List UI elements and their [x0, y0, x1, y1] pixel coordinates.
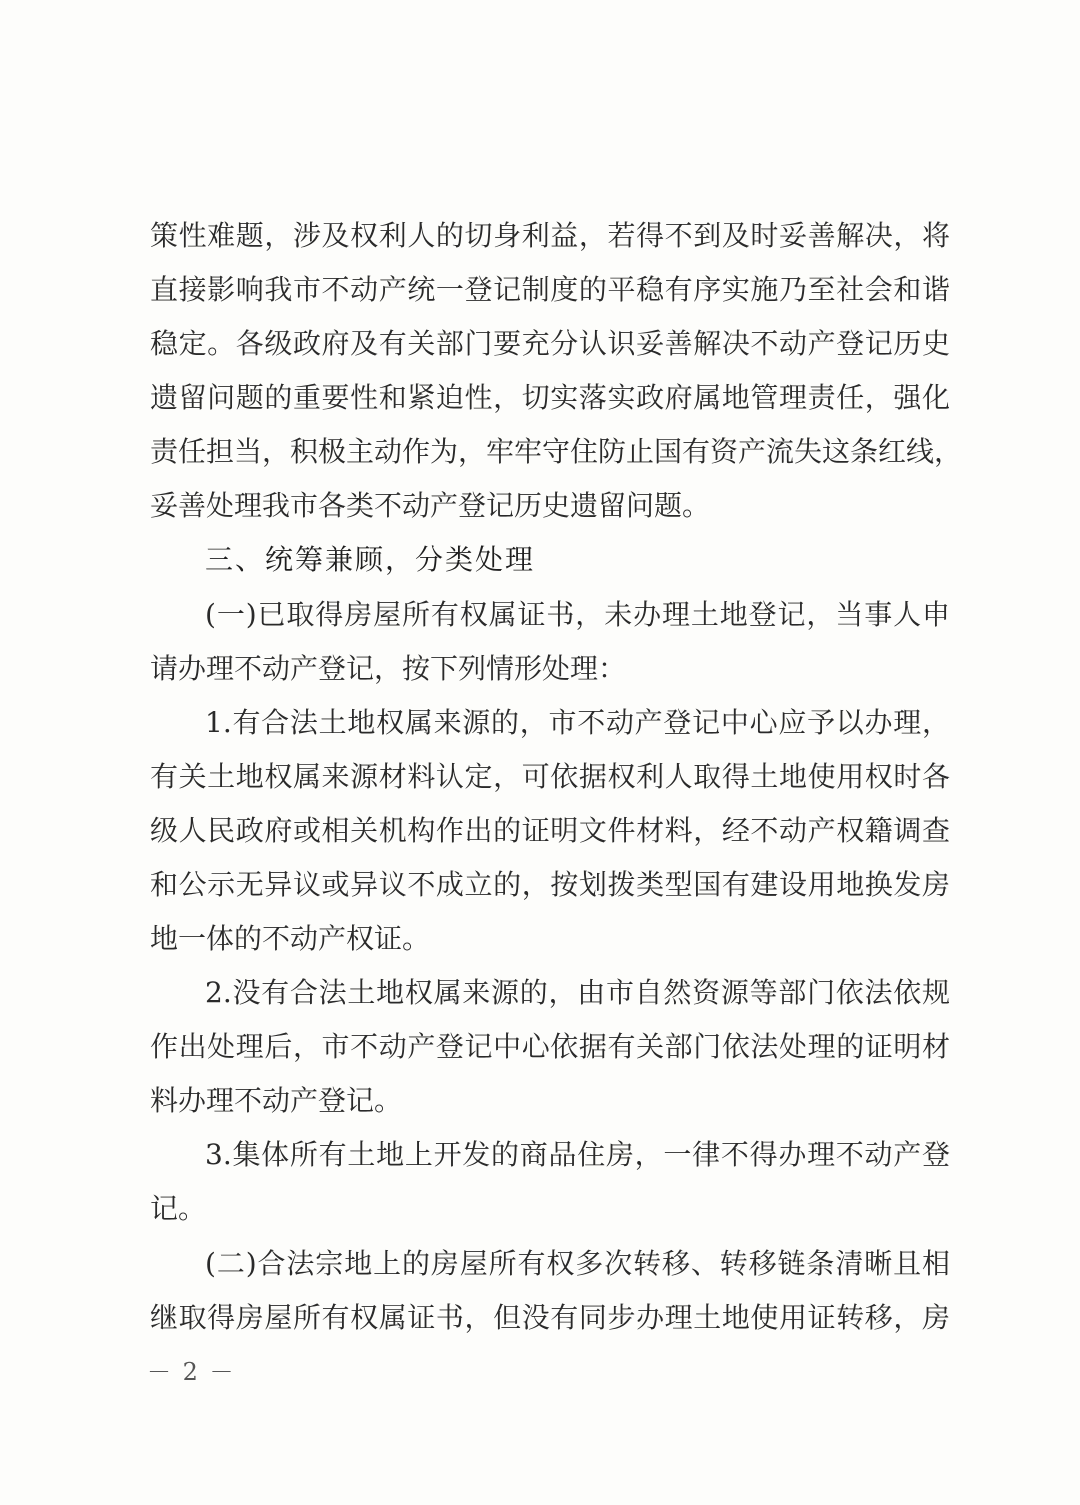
body-line: 责任担当，积极主动作为，牢牢守住防止国有资产流失这条红线， — [150, 435, 963, 468]
list-item-line: 地一体的不动产权证。 — [150, 922, 431, 955]
list-item-line: 和公示无异议或异议不成立的，按划拨类型国有建设用地换发房 — [150, 868, 950, 901]
paragraph-line: (二)合法宗地上的房屋所有权多次转移、转移链条清晰且相 — [205, 1247, 950, 1280]
body-line: 直接影响我市不动产统一登记制度的平稳有序实施乃至社会和谐 — [150, 273, 950, 306]
list-item-line: 2.没有合法土地权属来源的，由市自然资源等部门依法依规 — [205, 976, 950, 1009]
list-item-line: 记。 — [150, 1192, 207, 1225]
list-item-line: 有关土地权属来源材料认定，可依据权利人取得土地使用权时各 — [150, 760, 950, 793]
paragraph-line: (一)已取得房屋所有权属证书，未办理土地登记，当事人申 — [205, 598, 950, 631]
list-item-line: 3.集体所有土地上开发的商品住房，一律不得办理不动产登 — [205, 1138, 950, 1171]
section-heading: 三、统筹兼顾，分类处理 — [205, 543, 536, 576]
paragraph-line: 请办理不动产登记，按下列情形处理： — [150, 652, 627, 685]
page-number: － 2 － — [147, 1358, 236, 1386]
list-item-line: 料办理不动产登记。 — [150, 1084, 403, 1117]
body-line: 妥善处理我市各类不动产登记历史遗留问题。 — [150, 489, 711, 522]
paragraph-line: 继取得房屋所有权属证书，但没有同步办理土地使用证转移，房 — [150, 1301, 950, 1334]
body-line: 策性难题，涉及权利人的切身利益，若得不到及时妥善解决，将 — [150, 219, 950, 252]
list-item-line: 作出处理后，市不动产登记中心依据有关部门依法处理的证明材 — [150, 1030, 950, 1063]
body-line: 遗留问题的重要性和紧迫性，切实落实政府属地管理责任，强化 — [150, 381, 950, 414]
list-item-line: 级人民政府或相关机构作出的证明文件材料，经不动产权籍调查 — [150, 814, 950, 847]
list-item-line: 1.有合法土地权属来源的，市不动产登记中心应予以办理， — [205, 706, 950, 739]
body-line: 稳定。各级政府及有关部门要充分认识妥善解决不动产登记历史 — [150, 327, 950, 360]
